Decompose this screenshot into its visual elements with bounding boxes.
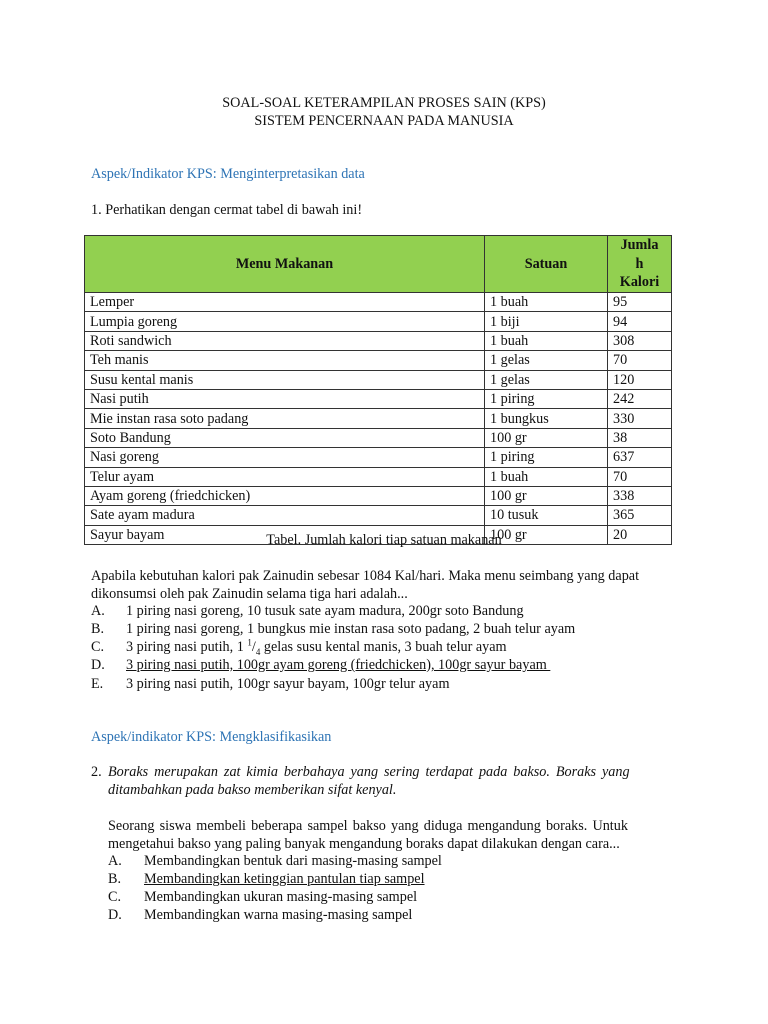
cell-satuan: 1 gelas <box>485 370 608 389</box>
cell-menu: Telur ayam <box>85 467 485 486</box>
table-row <box>85 331 672 350</box>
question-1-option-a <box>91 602 691 620</box>
cell-satuan: 1 piring <box>485 389 608 408</box>
question-1-intro: 1. Perhatikan dengan cermat tabel di bawah ini! <box>91 202 363 218</box>
table-header-row <box>85 236 672 293</box>
cell-menu: Roti sandwich <box>85 331 485 350</box>
cell-kalori: 330 <box>608 409 672 428</box>
option-text: 3 piring nasi putih, 100gr sayur bayam, 100gr telur ayam <box>126 676 450 692</box>
question-2-option-a <box>108 852 668 870</box>
cell-menu: Lumpia goreng <box>85 312 485 331</box>
table-row <box>85 351 672 370</box>
option-text: 1 piring nasi goreng, 10 tusuk sate ayam madura, 200gr soto Bandung <box>126 603 524 619</box>
option-letter: B. <box>91 621 105 637</box>
cell-kalori: 637 <box>608 448 672 467</box>
table-row <box>85 312 672 331</box>
option-letter: E. <box>91 676 104 692</box>
question-2-option-d <box>108 906 668 924</box>
option-text-before: 3 piring nasi putih, 1 <box>126 639 248 655</box>
cell-menu: Teh manis <box>85 351 485 370</box>
column-header-kalori <box>608 236 672 293</box>
cell-satuan: 1 buah <box>485 331 608 350</box>
section-2-heading: Aspek/indikator KPS: Mengklasifikasikan <box>91 729 332 745</box>
table-row <box>85 370 672 389</box>
fraction-denominator: 4 <box>255 646 261 657</box>
table-row <box>85 389 672 408</box>
question-2-number: 2. <box>91 764 102 780</box>
cell-kalori: 308 <box>608 331 672 350</box>
option-text: 1 piring nasi goreng, 1 bungkus mie instan rasa soto padang, 2 buah telur ayam <box>126 621 576 637</box>
cell-kalori: 365 <box>608 506 672 525</box>
option-letter: A. <box>108 853 122 869</box>
option-letter: D. <box>91 657 105 673</box>
calorie-table <box>84 235 672 545</box>
table-row <box>85 506 672 525</box>
fraction-numerator: 1 <box>247 637 252 648</box>
cell-menu: Nasi goreng <box>85 448 485 467</box>
option-text: 3 piring nasi putih, 100gr ayam goreng (friedchicken), 100gr sayur bayam <box>126 657 551 673</box>
table-row <box>85 467 672 486</box>
option-letter: B. <box>108 871 122 887</box>
question-1-option-b <box>91 620 691 638</box>
question-2-option-b <box>108 870 668 888</box>
table-row <box>85 448 672 467</box>
column-header-kalori-line-3: Kalori <box>619 274 660 291</box>
column-header-menu: Menu Makanan <box>85 236 485 293</box>
cell-satuan: 100 gr <box>485 428 608 447</box>
option-text: 3 piring nasi putih, 1 $^1/_4$ gelas susu kental manis, 3 buah telur ayam <box>126 637 507 657</box>
question-1-option-d <box>91 656 691 674</box>
cell-kalori: 70 <box>608 351 672 370</box>
option-letter: C. <box>91 639 105 655</box>
option-letter: D. <box>108 907 122 923</box>
question-2-stem-line-2: ditambahkan pada bakso memberikan sifat kenyal. <box>108 782 397 798</box>
option-text: Membandingkan bentuk dari masing-masing sampel <box>144 853 442 869</box>
table-caption: Tabel. Jumlah kalori tiap satuan makanan <box>266 532 502 548</box>
question-2-text-line-1: Seorang siswa membeli beberapa sampel bakso yang diduga mengandung boraks. Untuk <box>108 818 628 834</box>
question-1-option-c <box>91 638 691 656</box>
cell-satuan: 100 gr <box>485 525 608 544</box>
cell-kalori: 120 <box>608 370 672 389</box>
cell-kalori: 95 <box>608 293 672 312</box>
cell-satuan: 1 biji <box>485 312 608 331</box>
cell-menu: Ayam goreng (friedchicken) <box>85 486 485 505</box>
cell-menu: Mie instan rasa soto padang <box>85 409 485 428</box>
question-2-stem-line-1: Boraks merupakan zat kimia berbahaya yang sering terdapat pada bakso. Boraks yang <box>108 764 630 780</box>
question-2-option-c <box>108 888 668 906</box>
document-title-line-1: SOAL-SOAL KETERAMPILAN PROSES SAIN (KPS) <box>222 95 546 111</box>
cell-kalori: 70 <box>608 467 672 486</box>
document-title-line-2: SISTEM PENCERNAAN PADA MANUSIA <box>254 113 514 129</box>
cell-menu: Sayur bayam <box>85 525 485 544</box>
column-header-satuan: Satuan <box>485 236 608 293</box>
cell-satuan: 1 buah <box>485 467 608 486</box>
question-1-text-line-2: dikonsumsi oleh pak Zainudin selama tiga hari adalah... <box>91 586 408 602</box>
table-row <box>85 409 672 428</box>
table-row <box>85 428 672 447</box>
option-letter: C. <box>108 889 122 905</box>
cell-menu: Soto Bandung <box>85 428 485 447</box>
cell-kalori: 94 <box>608 312 672 331</box>
table-row <box>85 293 672 312</box>
option-text: Membandingkan warna masing-masing sampel <box>144 907 413 923</box>
option-text-after: gelas susu kental manis, 3 buah telur ayam <box>260 639 507 655</box>
cell-satuan: 1 bungkus <box>485 409 608 428</box>
column-header-kalori-line-2: h <box>635 255 644 272</box>
column-header-kalori-line-1: Jumla <box>620 237 659 254</box>
cell-kalori: 242 <box>608 389 672 408</box>
cell-kalori: 20 <box>608 525 672 544</box>
cell-satuan: 100 gr <box>485 486 608 505</box>
cell-menu: Nasi putih <box>85 389 485 408</box>
option-text: Membandingkan ketinggian pantulan tiap sampel <box>144 871 425 887</box>
cell-kalori: 338 <box>608 486 672 505</box>
cell-menu: Lemper <box>85 293 485 312</box>
cell-satuan: 10 tusuk <box>485 506 608 525</box>
cell-kalori: 38 <box>608 428 672 447</box>
question-1-text-line-1: Apabila kebutuhan kalori pak Zainudin sebesar 1084 Kal/hari. Maka menu seimbang yang dapat <box>91 568 640 584</box>
table-row <box>85 486 672 505</box>
cell-satuan: 1 piring <box>485 448 608 467</box>
cell-satuan: 1 buah <box>485 293 608 312</box>
option-text: Membandingkan ukuran masing-masing sampel <box>144 889 418 905</box>
option-letter: A. <box>91 603 105 619</box>
cell-satuan: 1 gelas <box>485 351 608 370</box>
question-1-option-e <box>91 675 691 693</box>
cell-menu: Sate ayam madura <box>85 506 485 525</box>
cell-menu: Susu kental manis <box>85 370 485 389</box>
question-2-text-line-2: mengetahui bakso yang paling banyak mengandung boraks dapat dilakukan dengan cara... <box>108 836 620 852</box>
section-1-heading: Aspek/Indikator KPS: Menginterpretasikan data <box>91 166 365 182</box>
